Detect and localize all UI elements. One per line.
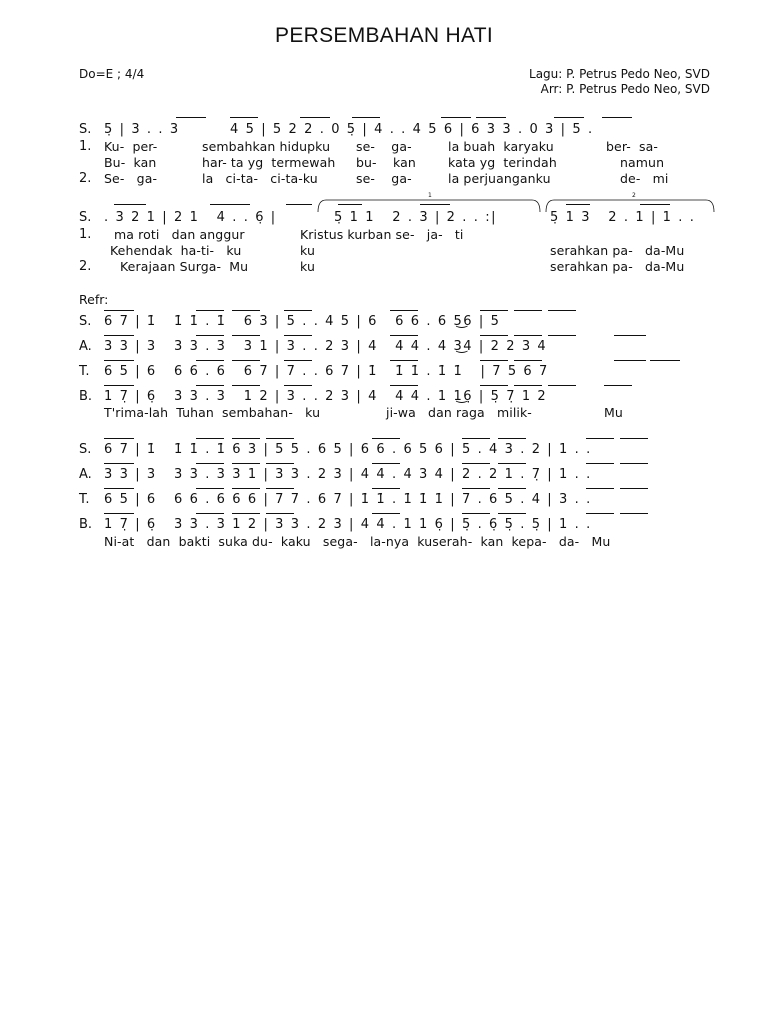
verse-line <box>0 258 768 276</box>
beam <box>338 204 362 205</box>
beam <box>566 204 590 205</box>
final-lyric <box>0 533 768 551</box>
beam <box>480 335 508 336</box>
beam <box>232 335 260 336</box>
beam <box>462 438 490 439</box>
beam <box>604 385 632 386</box>
lyric-text: Ku- per- <box>104 139 158 154</box>
lyric-text: Kerajaan Surga- Mu <box>120 259 249 274</box>
note-group: 6 5 | 6 6 6 . 6 6 7 | 7 . . 6 7 | 1̇ 1̇ 1̇ . 1̇ 1̇ | 7 5 6 7 <box>104 364 549 379</box>
lyric-text: har- ta yg termewah <box>202 155 336 170</box>
note-group: 3 3 | 3 3 3 . 3 3 1 | 3 . . 2 3 | 4 4 4 . 4 3͜4 | 2 2 3 4 <box>104 339 548 354</box>
beam <box>196 438 224 439</box>
lyric-text: la buah karyaku <box>448 139 554 154</box>
note-group: 4 5 | 5 2 2 . 0 5̣ | 4 . . 4 5 6 | 6 3 3 . 0 3 | 5 . <box>230 122 594 137</box>
verse-number: 2. <box>79 171 92 186</box>
beam <box>232 488 260 489</box>
beam <box>284 385 312 386</box>
note-group: 5̣ | 3 . . 3 <box>104 122 180 137</box>
beam <box>266 463 294 464</box>
beam <box>420 204 450 205</box>
beam <box>548 335 576 336</box>
beam <box>196 488 224 489</box>
note-group: 5̣ 1 1 2 . 3 | 2 . . :| <box>334 210 498 225</box>
beam <box>390 385 418 386</box>
lyric-text: Kristus kurban se- ja- ti <box>300 227 464 242</box>
voice-label: S. <box>79 122 92 137</box>
lyric-text: T'rima-lah Tuhan sembahan- ku <box>104 405 321 420</box>
refrain-soprano-row <box>0 313 768 331</box>
key-signature: Do=E ; 4/4 <box>79 67 145 81</box>
composer-credit: Lagu: P. Petrus Pedo Neo, SVD <box>529 67 710 81</box>
beam <box>650 360 680 361</box>
beam <box>372 438 400 439</box>
lyric-text: de- mi <box>620 171 669 186</box>
voice-label: B. <box>79 517 93 532</box>
beam <box>390 335 418 336</box>
lyric-text: bu- kan <box>356 155 416 170</box>
lyric-text: la perjuanganku <box>448 171 551 186</box>
lyric-text: se- ga- <box>356 171 412 186</box>
beam <box>620 488 648 489</box>
lyric-text: serahkan pa- da-Mu <box>550 243 685 258</box>
beam <box>210 204 250 205</box>
beam <box>266 438 294 439</box>
lyric-text: serahkan pa- da-Mu <box>550 259 685 274</box>
lyric-text: kata yg terindah <box>448 155 557 170</box>
note-group: 6 5 | 6 6 6 . 6 6 6 | 7 7 . 6 7 | 1̇ 1̇ . 1̇ 1̇ 1̇ | 7 . 6 5 . 4 | 3 . . <box>104 492 592 507</box>
beam <box>480 310 508 311</box>
beam <box>498 438 526 439</box>
voice-label: S. <box>79 442 92 457</box>
final-tenor-row <box>0 491 768 509</box>
lyric-text: ji-wa dan raga milik- <box>386 405 532 420</box>
beam <box>498 463 526 464</box>
beam <box>104 310 134 311</box>
beam <box>196 360 224 361</box>
beam <box>548 310 576 311</box>
beam <box>514 335 542 336</box>
beam <box>586 438 614 439</box>
beam <box>266 488 294 489</box>
note-group: 6 7 | 1̇ 1̇ 1̇ . 1̇ 6 3 | 5 . . 4 5 | 6 6 6 . 6 5͜6 | 5 <box>104 314 501 329</box>
beam <box>586 488 614 489</box>
beam <box>232 310 260 311</box>
beam <box>284 335 312 336</box>
lyric-text: sembahkan hidupku <box>202 139 331 154</box>
beam <box>372 463 400 464</box>
voice-label: T. <box>79 364 90 379</box>
beam <box>104 360 134 361</box>
beam <box>232 463 260 464</box>
beam <box>390 310 418 311</box>
final-bass-row <box>0 516 768 534</box>
final-soprano-row <box>0 441 768 459</box>
note-group: 5̣ 1 3 2 . 1 | 1 . . <box>550 210 696 225</box>
beam <box>196 310 224 311</box>
beam <box>104 438 134 439</box>
voice-label: A. <box>79 339 92 354</box>
beam <box>104 513 134 514</box>
note-group: 3 3 | 3 3 3 . 3 3 1 | 3 3 . 2 3 | 4 4 . 4 3 4 | 2 . 2 1 . 7̣ | 1 . . <box>104 467 592 482</box>
beam <box>462 463 490 464</box>
beam <box>498 513 526 514</box>
beam <box>390 360 418 361</box>
beam <box>586 513 614 514</box>
beam <box>480 360 508 361</box>
beam <box>196 513 224 514</box>
soprano-row <box>0 209 768 227</box>
beam <box>232 513 260 514</box>
note-group: . 3 2 1 | 2 1 4 . . 6̣ | <box>104 210 277 225</box>
verse-number: 1. <box>79 227 92 242</box>
note-group: 1 7̣ | 6̣ 3 3 . 3 1 2 | 3 3 . 2 3 | 4 4 . 1 1 6̣ | 5̣ . 6̣ 5̣ . 5̣ | 1 . . <box>104 517 592 532</box>
beam <box>586 463 614 464</box>
final-alto-row <box>0 466 768 484</box>
beam <box>104 385 134 386</box>
beam <box>284 360 312 361</box>
voice-label: T. <box>79 492 90 507</box>
beam <box>498 488 526 489</box>
beam <box>232 360 260 361</box>
refrain-tenor-row <box>0 363 768 381</box>
lyric-text: la ci-ta- ci-ta-ku <box>202 171 318 186</box>
lyric-text: ku <box>300 243 315 258</box>
beam <box>232 438 260 439</box>
beam <box>372 488 400 489</box>
lyric-text: ma roti dan anggur <box>114 227 245 242</box>
verse-number: 1. <box>79 139 92 154</box>
beam <box>196 335 224 336</box>
song-title: PERSEMBAHAN HATI <box>275 24 493 47</box>
arranger-credit: Arr: P. Petrus Pedo Neo, SVD <box>540 82 710 96</box>
beam <box>104 463 134 464</box>
refrain-label: Refr: <box>79 292 109 307</box>
lyric-text: Bu- kan <box>104 155 157 170</box>
lyric-text: ku <box>300 259 315 274</box>
beam <box>196 385 224 386</box>
volta-2-marker: 2 <box>632 192 636 199</box>
beam <box>372 513 400 514</box>
refrain-lyric <box>0 404 768 422</box>
beam <box>514 385 542 386</box>
lyric-text: Mu <box>604 405 623 420</box>
beam <box>620 463 648 464</box>
voice-label: A. <box>79 467 92 482</box>
lyric-text: namun <box>620 155 665 170</box>
beam <box>232 385 260 386</box>
beam <box>196 463 224 464</box>
beam <box>614 360 646 361</box>
beam <box>266 513 294 514</box>
verse-number: 2. <box>79 259 92 274</box>
voice-label: B. <box>79 389 93 404</box>
note-group: 6 7 | 1̇ 1̇ 1̇ . 1̇ 6 3 | 5 5 . 6 5 | 6 6 . 6 5 6 | 5 . 4 3 . 2 | 1 . . <box>104 442 592 457</box>
lyric-text: ber- sa- <box>606 139 659 154</box>
beam <box>104 335 134 336</box>
lyric-text: Kehendak ha-ti- ku <box>110 243 242 258</box>
lyric-text: Ni-at dan bakti suka du- kaku sega- la-nya kuserah- kan kepa- da- Mu <box>104 534 611 549</box>
note-group: 1 7̣ | 6̣ 3 3 . 3 1 2 | 3 . . 2 3 | 4 4 4 . 1 1͜6̣ | 5̣ 7̣ 1 2 <box>104 389 548 404</box>
voice-label: S. <box>79 210 92 225</box>
beam <box>614 335 646 336</box>
beam <box>640 204 670 205</box>
voice-label: S. <box>79 314 92 329</box>
volta-1-marker: 1 <box>428 192 432 199</box>
beam <box>284 310 312 311</box>
beam <box>462 488 490 489</box>
beam <box>514 360 542 361</box>
lyric-text: se- ga- <box>356 139 412 154</box>
beam <box>104 488 134 489</box>
beam <box>480 385 508 386</box>
beam <box>620 513 648 514</box>
lyric-text: Se- ga- <box>104 171 158 186</box>
refrain-alto-row <box>0 338 768 356</box>
beam <box>462 513 490 514</box>
beam <box>548 385 576 386</box>
beam <box>514 310 542 311</box>
beam <box>620 438 648 439</box>
beam <box>114 204 146 205</box>
beam <box>286 204 312 205</box>
